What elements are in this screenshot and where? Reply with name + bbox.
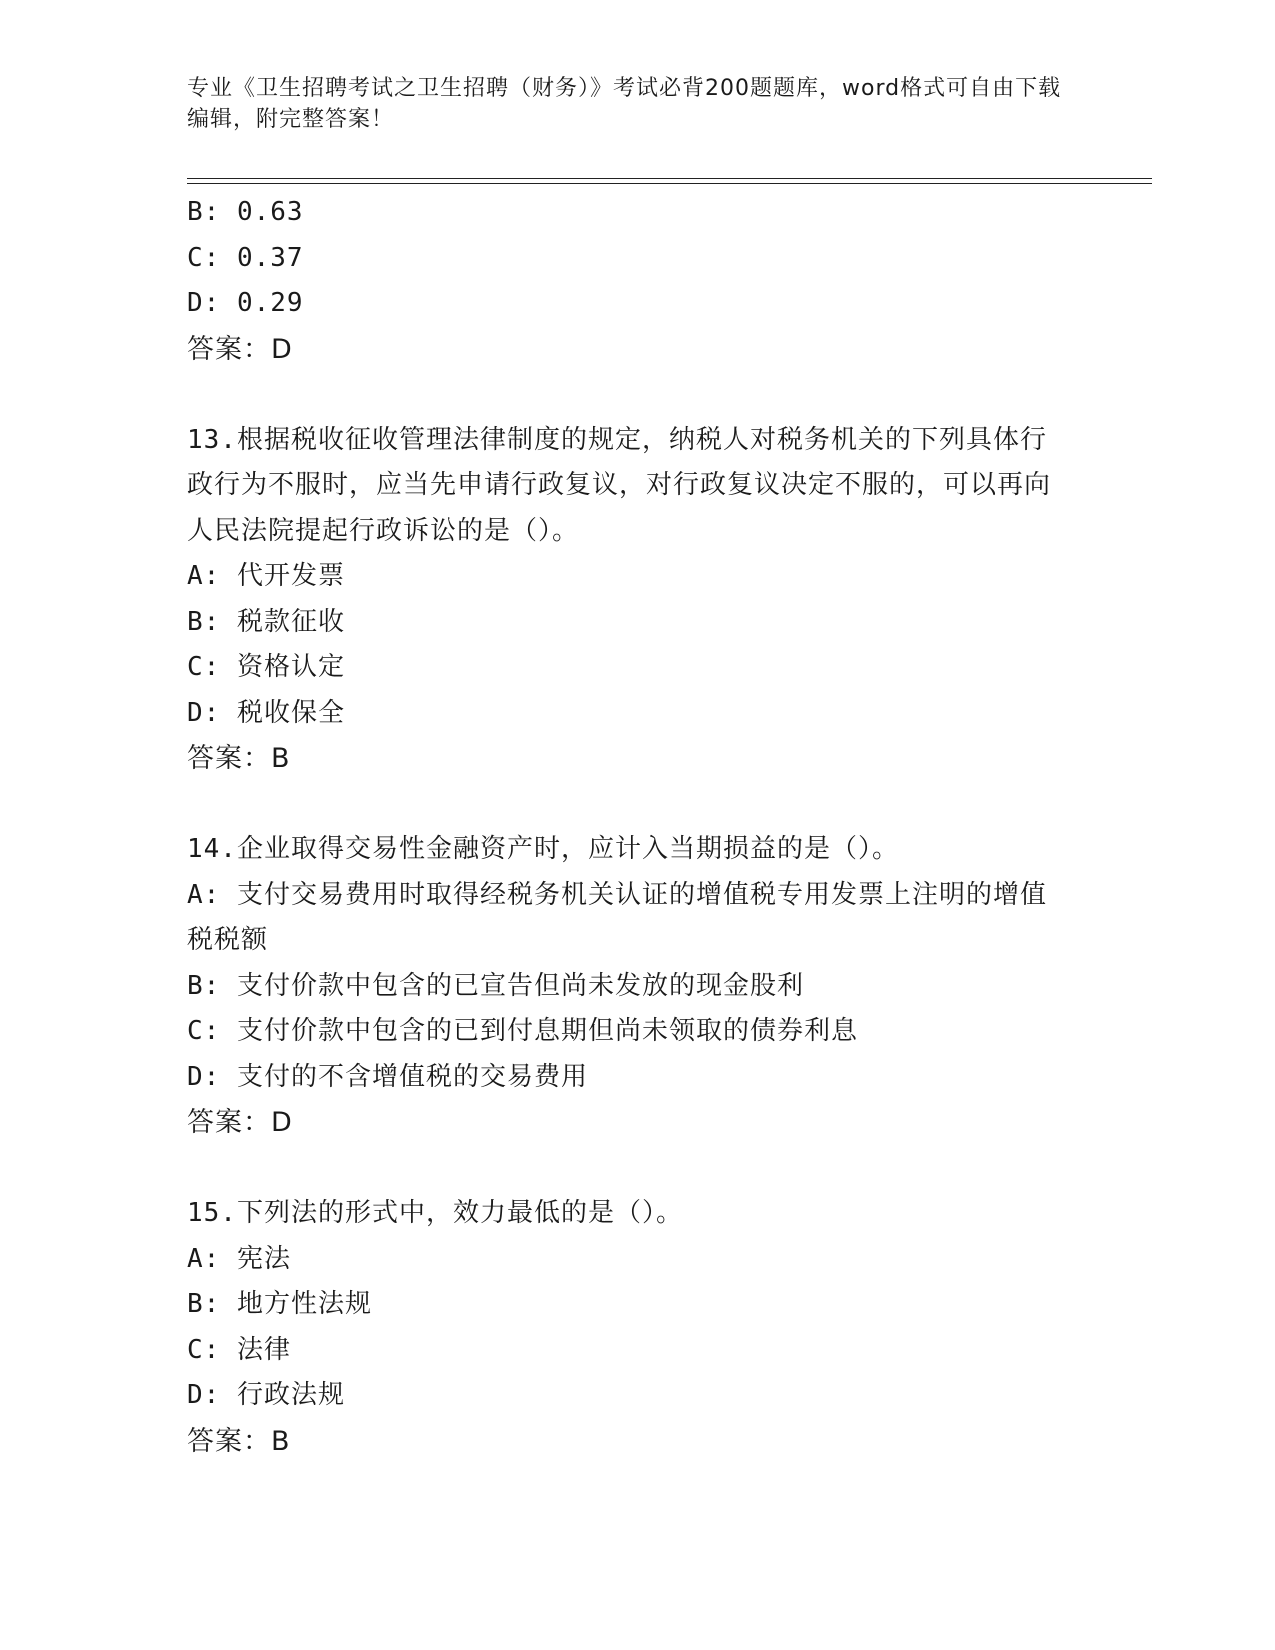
spacer <box>187 782 1087 828</box>
option-c: C: 资格认定 <box>187 652 345 682</box>
option-b: B: 税款征收 <box>187 606 345 637</box>
question-stem: 13.根据税收征收管理法律制度的规定，纳税人对税务机关的下列具体行政行为不服时，应当先申请行政复议，对行政复议决定不服的，可以再向人民法院提起行政诉讼的是（）。 <box>187 424 1052 546</box>
option-d: D: 支付的不含增值税的交易费用 <box>187 1061 588 1092</box>
answer-line: 答案：B <box>187 1425 291 1457</box>
option-b: B: 支付价款中包含的已宣告但尚未发放的现金股利 <box>187 970 804 1001</box>
option-a: A: 支付交易费用时取得经税务机关认证的增值税专用发票上注明的增值税税额 <box>187 879 1047 955</box>
question-block-14 <box>187 827 1087 1146</box>
question-content <box>187 190 1087 1464</box>
option-d: D: 行政法规 <box>187 1380 345 1410</box>
spacer <box>187 1146 1087 1192</box>
option-a: A: 代开发票 <box>187 561 345 591</box>
document-header: 专业《卫生招聘考试之卫生招聘（财务）》考试必背200题题库，word格式可自由下载编辑，附完整答案！ <box>187 76 1062 132</box>
spacer <box>187 372 1087 418</box>
option-a: A: 宪法 <box>187 1243 291 1274</box>
option-b: B: 0.63 <box>187 197 304 227</box>
question-stem: 14.企业取得交易性金融资产时，应计入当期损益的是（）。 <box>187 834 899 864</box>
option-b: B: 地方性法规 <box>187 1289 372 1319</box>
header-rule-bottom <box>187 183 1152 184</box>
option-d: D: 税收保全 <box>187 697 345 728</box>
option-c: C: 支付价款中包含的已到付息期但尚未领取的债券利息 <box>187 1016 858 1046</box>
option-c: C: 0.37 <box>187 242 304 273</box>
option-c: C: 法律 <box>187 1334 291 1365</box>
answer-line: 答案：D <box>187 333 293 365</box>
question-block-15 <box>187 1191 1087 1464</box>
prev-question-block <box>187 190 1087 372</box>
answer-line: 答案：D <box>187 1107 293 1138</box>
question-stem: 15.下列法的形式中，效力最低的是（）。 <box>187 1198 683 1228</box>
question-block-13 <box>187 418 1087 782</box>
option-d: D: 0.29 <box>187 288 304 318</box>
header-rule-top <box>187 178 1152 179</box>
answer-line: 答案：B <box>187 743 291 774</box>
